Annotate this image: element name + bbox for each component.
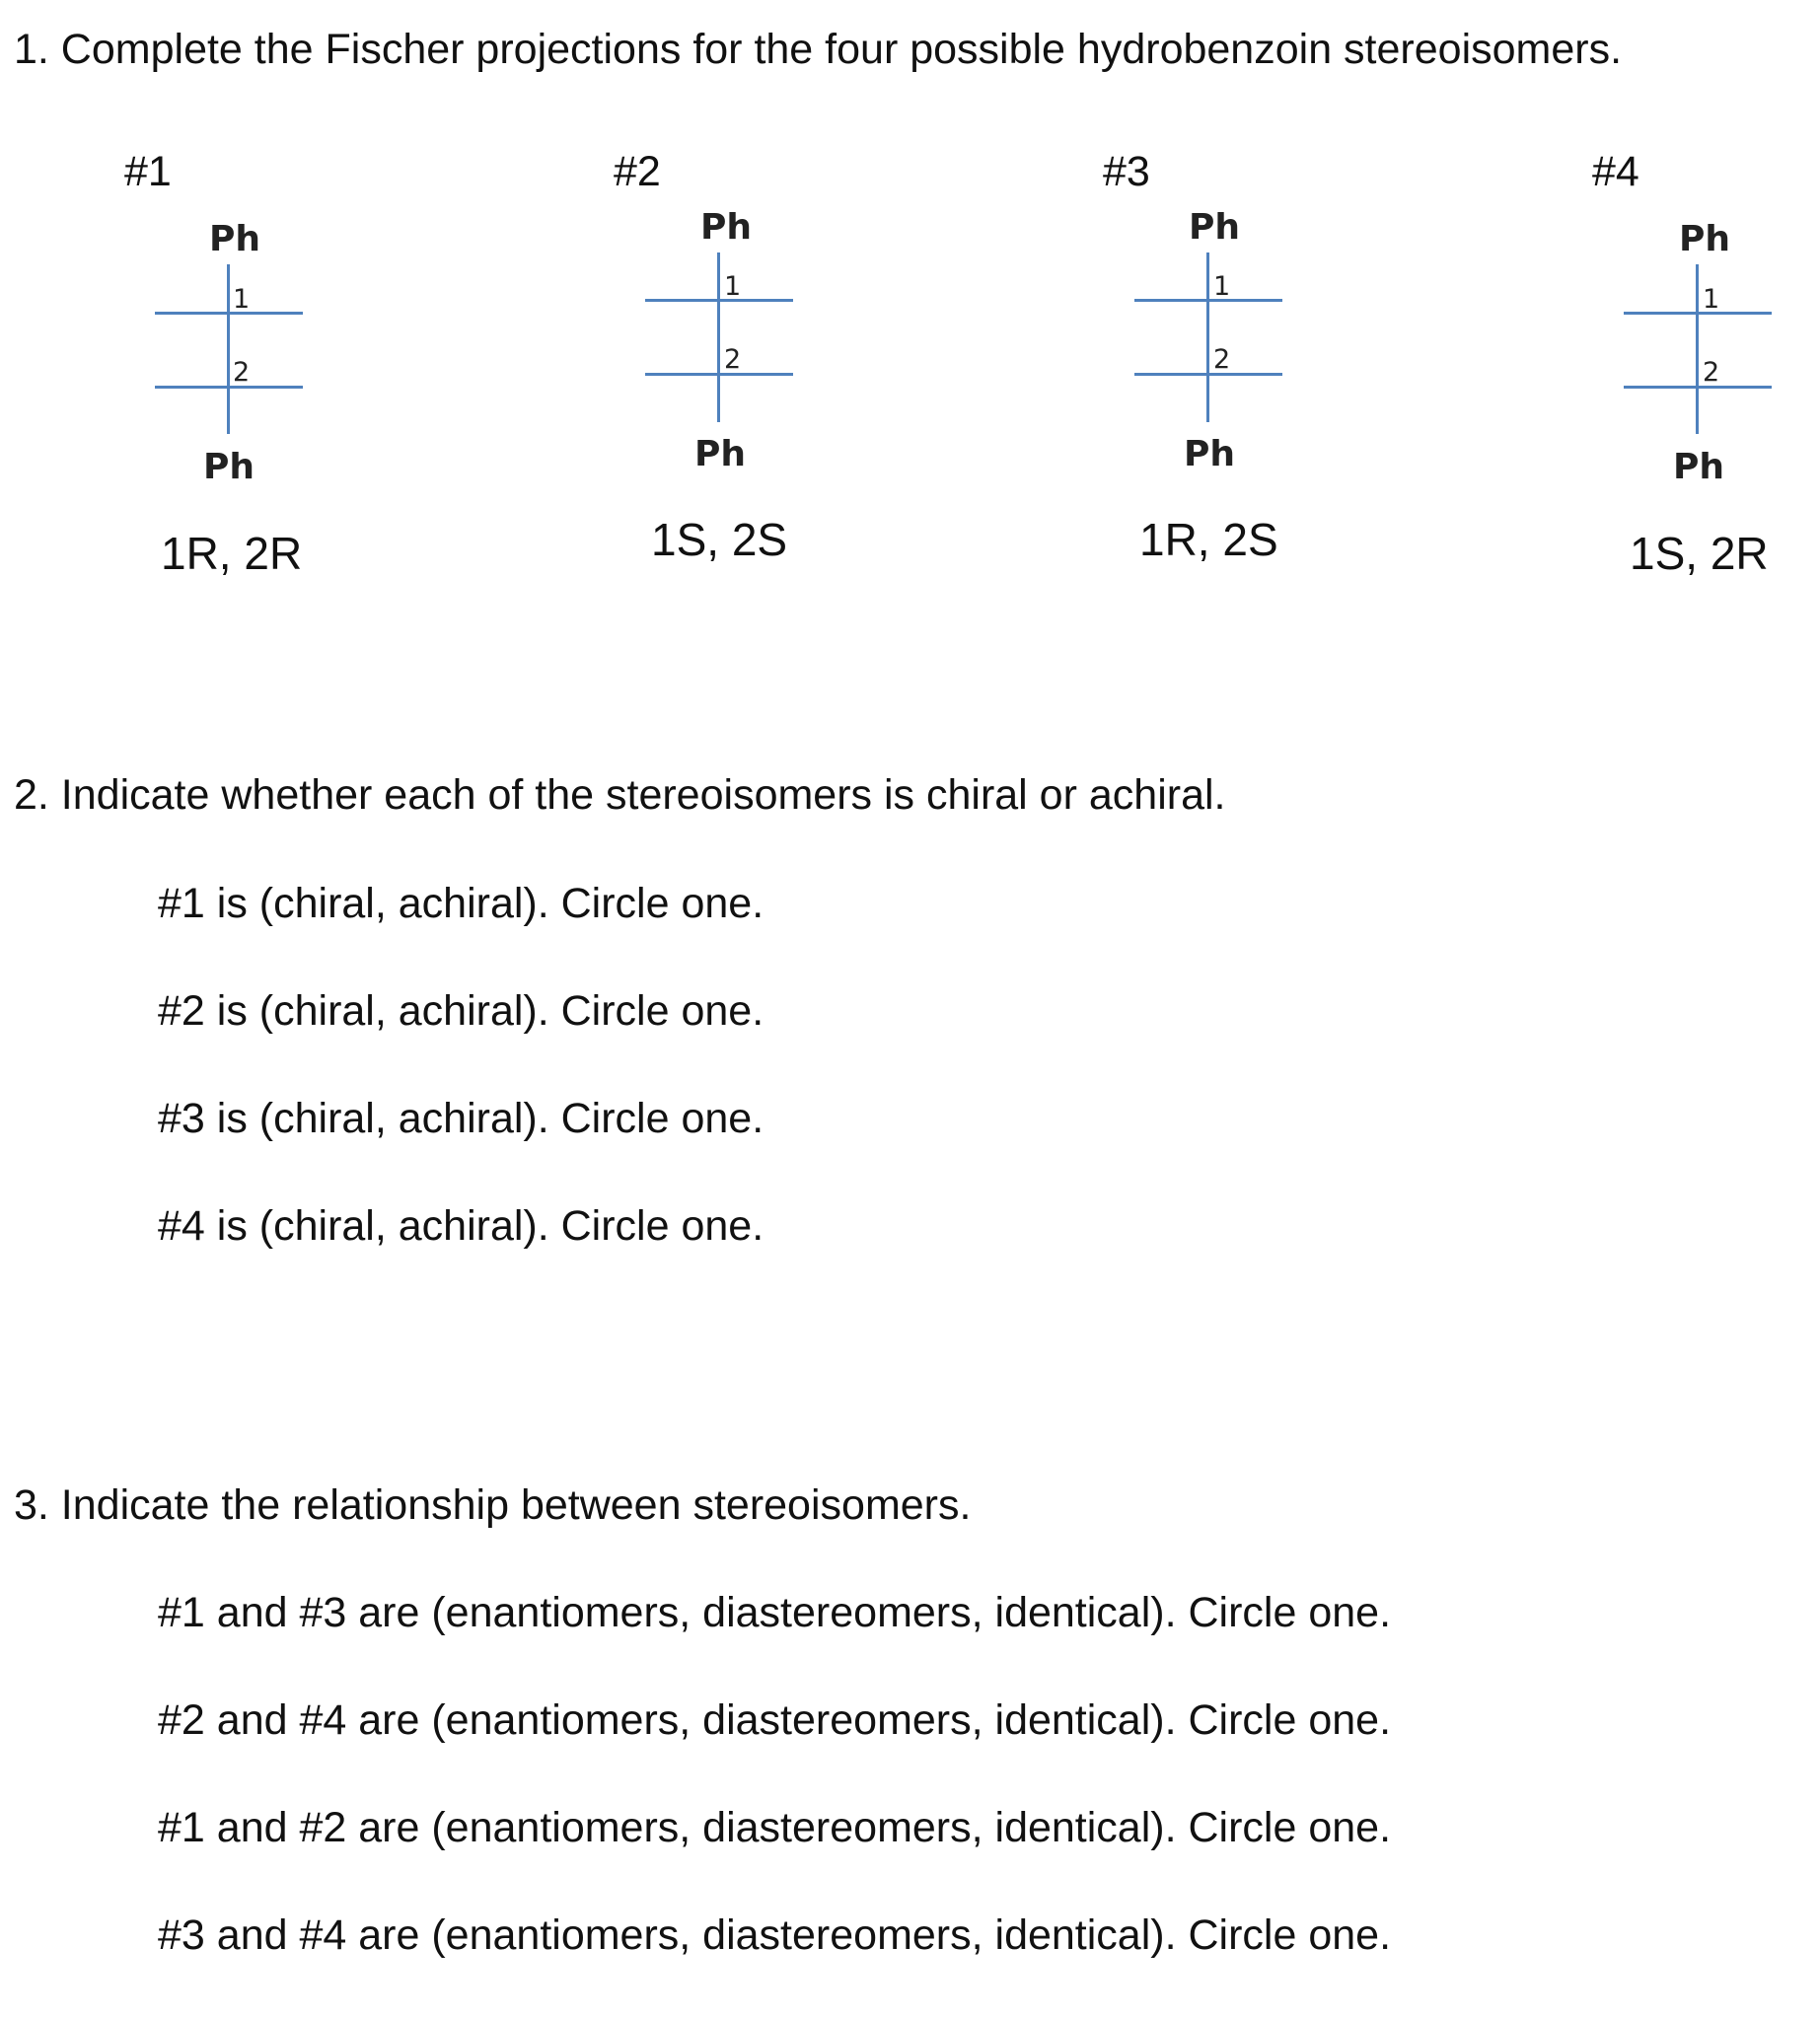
question-1-text: 1. Complete the Fischer projections for the four possible hydrobenzoin stereoisomers.: [14, 26, 1623, 73]
bottom-substituent: Ph: [1184, 434, 1236, 474]
projection-label: #4: [1592, 148, 1639, 195]
carbon-1-label: 1: [1703, 284, 1720, 315]
relationship-item-4: #3 and #4 are (enantiomers, diastereomers, identical). Circle one.: [158, 1911, 1392, 1959]
bottom-substituent: Ph: [203, 447, 255, 487]
projection-label: #2: [614, 148, 661, 195]
configuration-label: 1R, 2S: [1139, 514, 1278, 565]
chirality-item-1: #1 is (chiral, achiral). Circle one.: [158, 880, 764, 927]
relationship-item-1: #1 and #3 are (enantiomers, diastereomers, identical). Circle one.: [158, 1589, 1392, 1636]
chirality-item-2: #2 is (chiral, achiral). Circle one.: [158, 987, 764, 1035]
carbon-1-label: 1: [1213, 271, 1231, 302]
relationship-item-2: #2 and #4 are (enantiomers, diastereomers, identical). Circle one.: [158, 1696, 1392, 1744]
carbon-2-label: 2: [724, 344, 742, 375]
configuration-label: 1S, 2S: [651, 514, 788, 565]
carbon-2-label: 2: [233, 357, 251, 388]
top-substituent: Ph: [1189, 207, 1241, 248]
projection-label: #3: [1103, 148, 1150, 195]
question-3-text: 3. Indicate the relationship between stereoisomers.: [14, 1481, 972, 1529]
horizontal-bond-c1: [1624, 312, 1772, 315]
horizontal-bond-c1: [1134, 299, 1282, 302]
bottom-substituent: Ph: [694, 434, 747, 474]
configuration-label: 1R, 2R: [161, 528, 303, 579]
vertical-bond: [1206, 252, 1209, 422]
carbon-1-label: 1: [724, 271, 742, 302]
vertical-bond: [1696, 264, 1699, 434]
top-substituent: Ph: [1679, 219, 1731, 259]
horizontal-bond-c2: [1624, 386, 1772, 389]
relationship-item-3: #1 and #2 are (enantiomers, diastereomers, identical). Circle one.: [158, 1804, 1392, 1851]
top-substituent: Ph: [700, 207, 753, 248]
vertical-bond: [227, 264, 230, 434]
horizontal-bond-c1: [645, 299, 793, 302]
vertical-bond: [717, 252, 720, 422]
carbon-2-label: 2: [1213, 344, 1231, 375]
chirality-item-4: #4 is (chiral, achiral). Circle one.: [158, 1202, 764, 1250]
chirality-item-3: #3 is (chiral, achiral). Circle one.: [158, 1095, 764, 1142]
bottom-substituent: Ph: [1673, 447, 1725, 487]
projection-label: #1: [124, 148, 172, 195]
carbon-2-label: 2: [1703, 357, 1720, 388]
carbon-1-label: 1: [233, 284, 251, 315]
configuration-label: 1S, 2R: [1630, 528, 1769, 579]
top-substituent: Ph: [209, 219, 261, 259]
question-2-text: 2. Indicate whether each of the stereoisomers is chiral or achiral.: [14, 771, 1226, 819]
horizontal-bond-c2: [645, 373, 793, 376]
horizontal-bond-c2: [1134, 373, 1282, 376]
horizontal-bond-c1: [155, 312, 303, 315]
horizontal-bond-c2: [155, 386, 303, 389]
